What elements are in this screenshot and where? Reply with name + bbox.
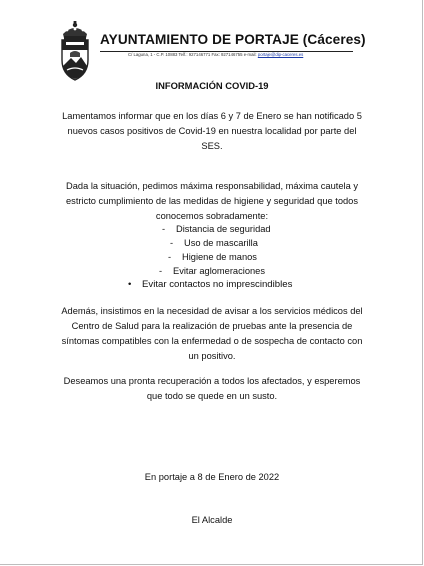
list-item-label: Distancia de seguridad — [176, 224, 271, 234]
list-bullet: - — [170, 238, 174, 248]
place-and-date: En portaje a 8 de Enero de 2022 — [144, 472, 280, 482]
list-item-label: Uso de mascarilla — [184, 238, 258, 248]
list-bullet: - — [168, 252, 172, 262]
list-item-label: Evitar contactos no imprescindibles — [142, 279, 293, 290]
list-bullet: - — [159, 266, 163, 276]
paragraph-medical-notice: Además, insistimos en la necesidad de avisar a los servicios médicos del Centro de Salud para la realización de pruebas ante la presencia de síntomas compatibles con la enfermedad o de sospecha de contacto con un positivo. — [61, 306, 363, 361]
contact-email-link[interactable]: portaje@dip-caceres.es — [257, 52, 304, 57]
contact-line — [128, 52, 303, 57]
list-item — [128, 278, 292, 292]
list-item — [159, 264, 265, 278]
contact-text: C/ Laguna, 1 - C.P. 10883 Telf.: 927146771 Fax: 927146755 e-mail: — [128, 52, 257, 57]
paragraph-wishes: Deseamos una pronta recuperación a todos los afectados, y esperemos que todo se quede en un susto. — [63, 376, 361, 401]
document-title: INFORMACIÓN COVID-19 — [155, 80, 269, 91]
list-item — [162, 222, 271, 236]
organization-name: AYUNTAMIENTO DE PORTAJE (Cáceres) — [100, 32, 366, 47]
list-bullet: - — [162, 224, 166, 234]
list-bullet: • — [128, 279, 132, 290]
list-item — [170, 236, 258, 250]
list-item — [168, 250, 257, 264]
signature-title: El Alcalde — [191, 515, 233, 525]
list-item-label: Evitar aglomeraciones — [173, 266, 265, 276]
coat-of-arms-icon — [58, 20, 92, 84]
paragraph-announcement: Lamentamos informar que en los días 6 y 7 de Enero se han notificado 5 nuevos casos positivos de Covid-19 en nuestra localidad por parte del SES. — [62, 111, 362, 151]
list-item-label: Higiene de manos — [182, 252, 257, 262]
paragraph-request: Dada la situación, pedimos máxima responsabilidad, máxima cautela y estricto cumplimiento de las medidas de higiene y seguridad que todos conocemos sobradamente: — [66, 181, 358, 221]
